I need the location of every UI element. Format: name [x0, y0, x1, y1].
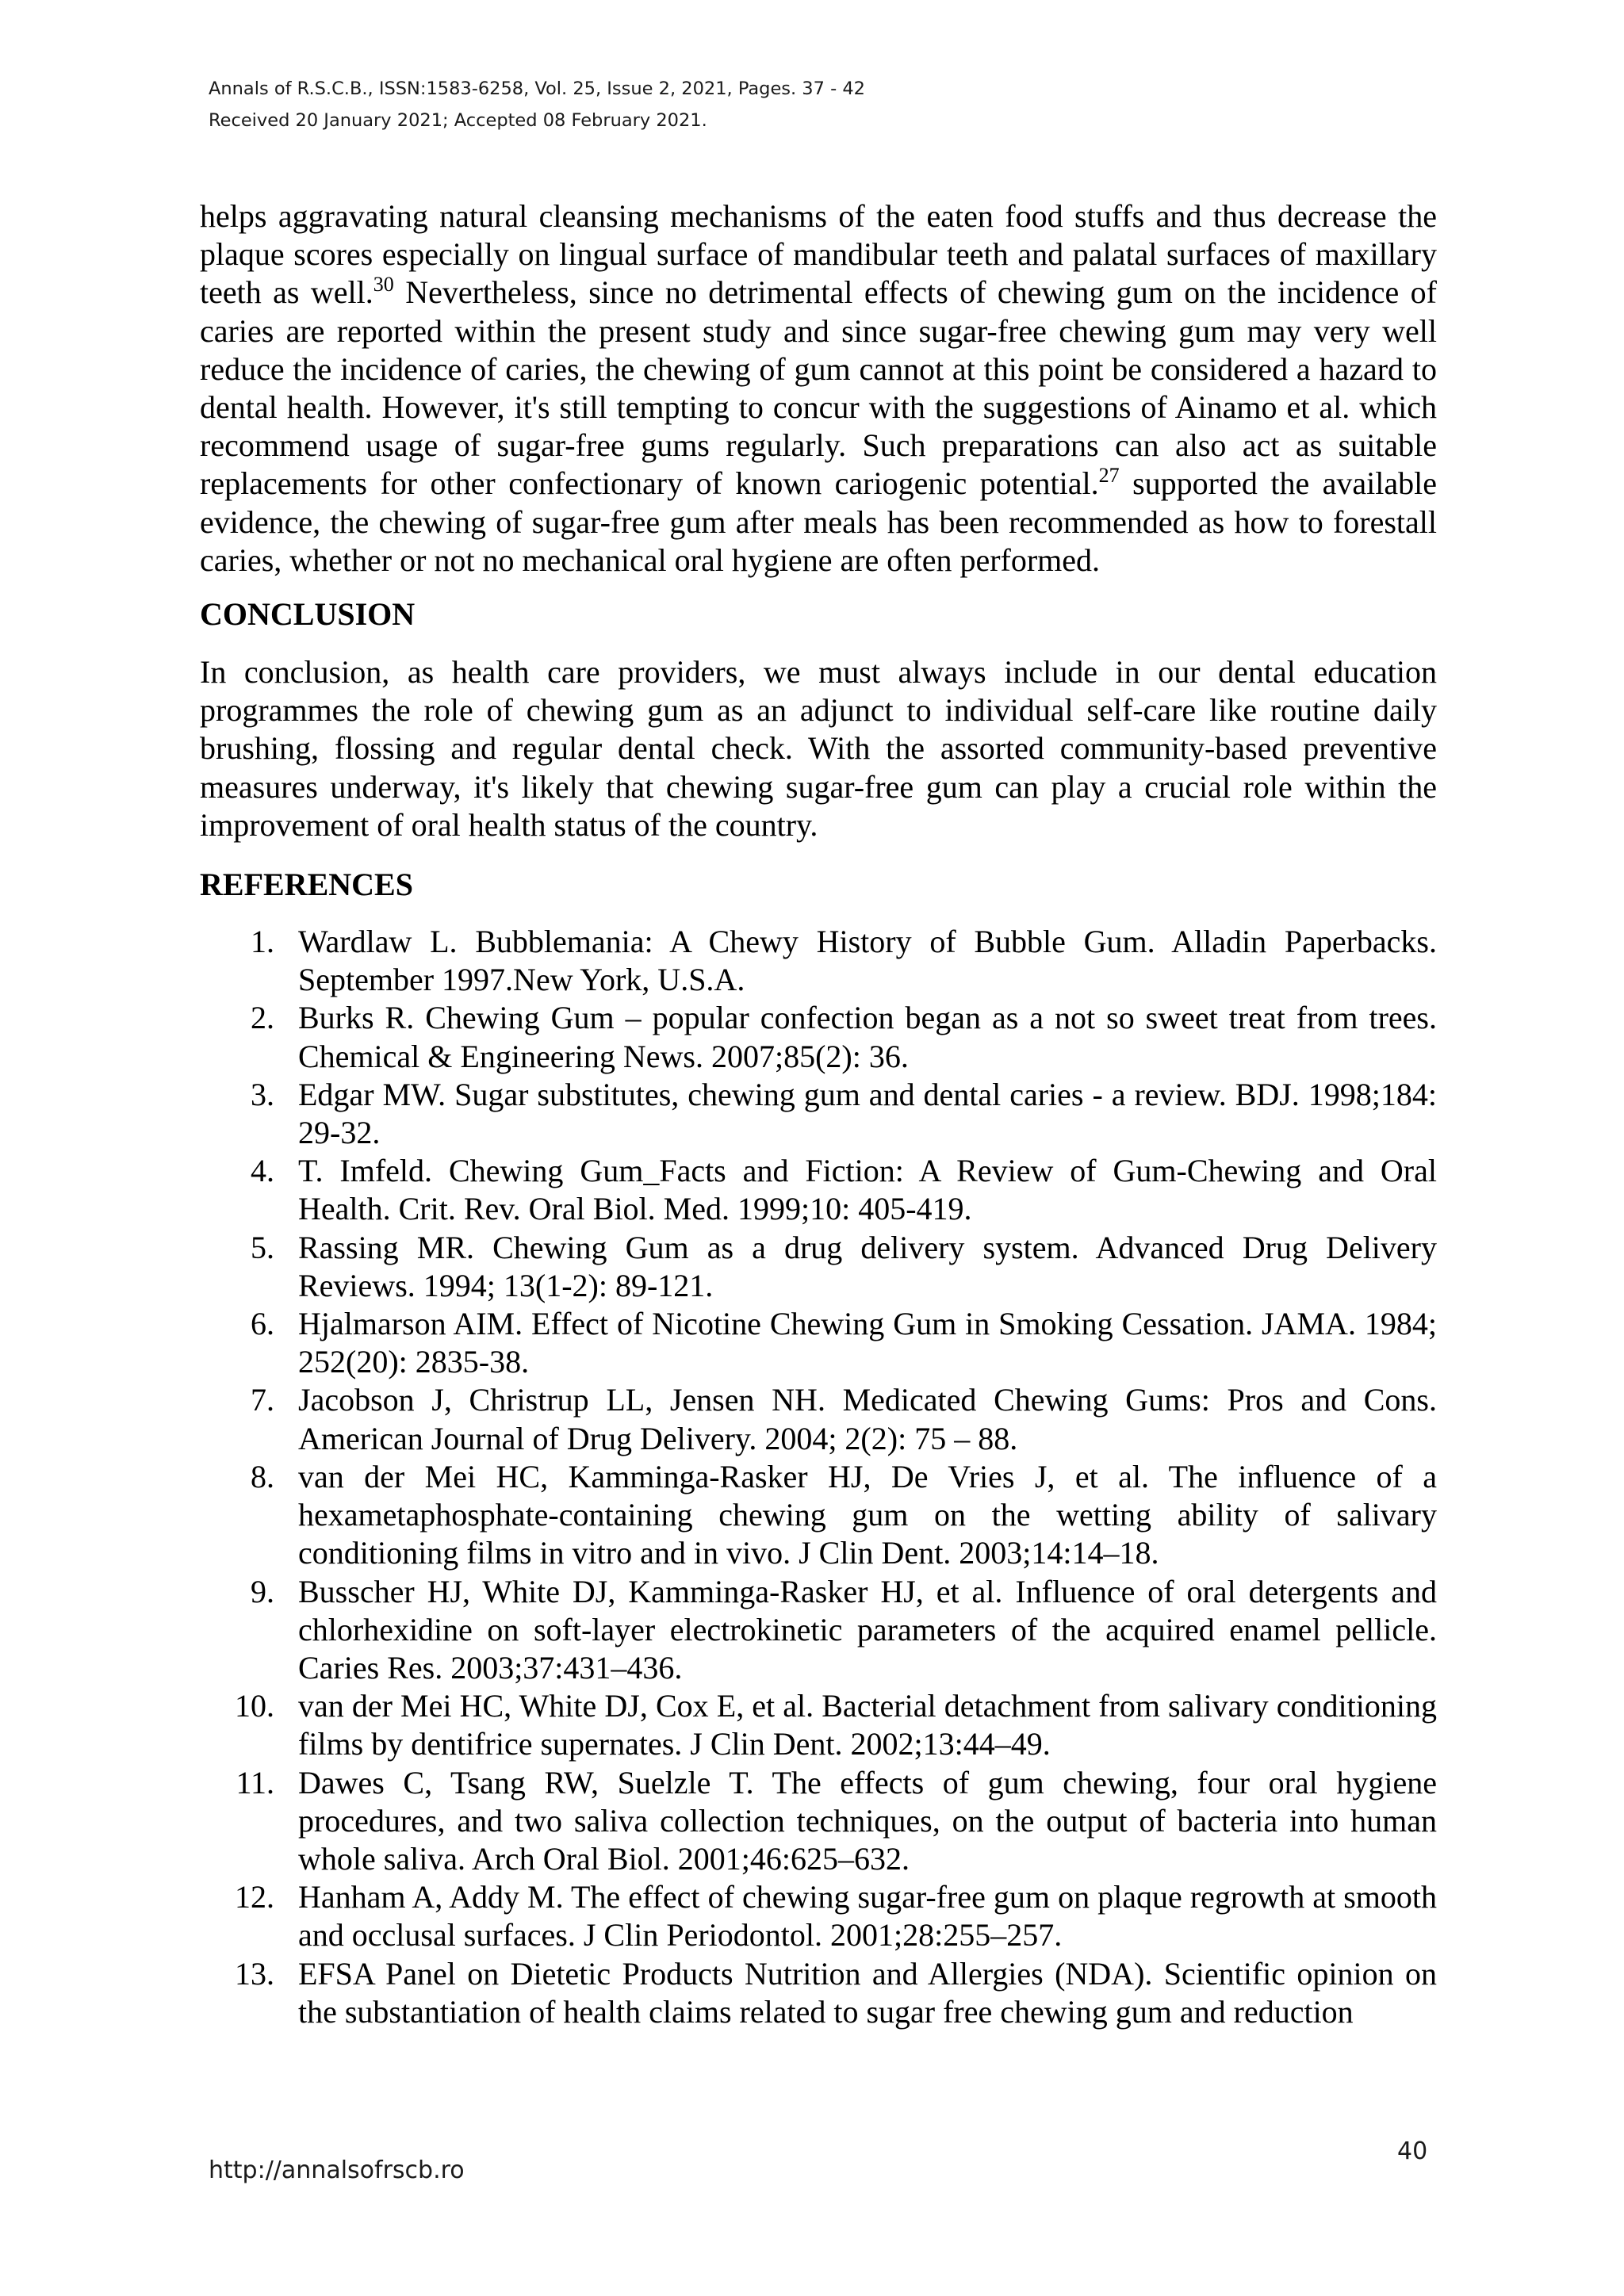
reference-text: Wardlaw L. Bubblemania: A Chewy History of Bubble Gum. Alladin Paperbacks. September 1997.New York, U.S.A.	[298, 924, 1437, 998]
reference-number: 5.	[251, 1229, 274, 1265]
intro-text-part3: supported the available evidence, the chewing of sugar-free gum after meals has been recommended as how to forestall caries, whether or not no mechanical oral hygiene are often performed.	[200, 465, 1438, 578]
page-number: 40	[1397, 2137, 1428, 2165]
reference-item-11	[200, 1764, 1437, 1879]
reference-item-12	[200, 1878, 1437, 1954]
citation-superscript-27: 27	[1098, 464, 1120, 488]
conclusion-paragraph: In conclusion, as health care providers, we must always include in our dental education programmes the role of chewing gum as an adjunct to individual self-care like routine daily brushing, flossing and regular dental check. With the assorted community-based preventive measures underway, it's likely that chewing sugar-free gum can play a crucial role within the improvement of oral health status of the country.	[200, 654, 1437, 843]
reference-item-1	[200, 923, 1437, 999]
intro-paragraph	[200, 197, 1437, 580]
reference-item-10	[200, 1687, 1437, 1763]
reference-text: van der Mei HC, Kamminga-Rasker HJ, De Vries J, et al. The influence of a hexametaphosphate-containing chewing gum on the wetting ability of salivary conditioning films in vitro and in vivo. J Clin Dent. 2003;14:14–18.	[298, 1458, 1437, 1571]
reference-item-4	[200, 1152, 1437, 1228]
article-body	[200, 197, 1437, 2031]
intro-text-part2: Nevertheless, since no detrimental effects of chewing gum on the incidence of caries are reported within the present study and since sugar-free chewing gum may very well reduce the incidence of caries, the chewing of gum cannot at this point be considered a hazard to dental health. However, it's still tempting to concur with the suggestions of Ainamo et al. which recommend usage of sugar-free gums regularly. Such preparations can also act as suitable replacements for other confectionary of known cariogenic potential.	[200, 274, 1438, 502]
reference-text: Hanham A, Addy M. The effect of chewing sugar-free gum on plaque regrowth at smooth and occlusal surfaces. J Clin Periodontol. 2001;28:255–257.	[298, 1879, 1437, 1954]
reference-text: T. Imfeld. Chewing Gum_Facts and Fiction: A Review of Gum-Chewing and Oral Health. Crit. Rev. Oral Biol. Med. 1999;10: 405-419.	[298, 1153, 1437, 1227]
reference-list	[200, 923, 1437, 2031]
reference-item-9	[200, 1573, 1437, 1688]
intro-text-part1: helps aggravating natural cleansing mechanisms of the eaten food stuffs and thus decrease the plaque scores especially on lingual surface of mandibular teeth and palatal surfaces of maxillary teeth as well.	[200, 198, 1437, 311]
conclusion-heading: CONCLUSION	[200, 596, 416, 633]
reference-number: 8.	[251, 1458, 274, 1494]
reference-number: 11.	[236, 1764, 274, 1800]
journal-citation: Annals of R.S.C.B., ISSN:1583-6258, Vol. 25, Issue 2, 2021, Pages. 37 - 42	[209, 78, 865, 99]
reference-number: 2.	[251, 1000, 274, 1036]
references-heading: REFERENCES	[200, 867, 413, 903]
reference-item-13	[200, 1955, 1437, 2031]
footer-website-link[interactable]: http://annalsofrscb.ro	[209, 2156, 465, 2184]
reference-item-2	[200, 999, 1437, 1075]
reference-text: Edgar MW. Sugar substitutes, chewing gum and dental caries - a review. BDJ. 1998;184: 29-32.	[298, 1076, 1437, 1151]
reference-item-8	[200, 1458, 1437, 1573]
reference-text: Hjalmarson AIM. Effect of Nicotine Chewing Gum in Smoking Cessation. JAMA. 1984; 252(20): 2835-38.	[298, 1306, 1437, 1380]
reference-number: 12.	[235, 1879, 274, 1915]
received-accepted-dates: Received 20 January 2021; Accepted 08 February 2021.	[209, 110, 707, 131]
reference-number: 6.	[251, 1306, 274, 1342]
reference-text: Jacobson J, Christrup LL, Jensen NH. Medicated Chewing Gums: Pros and Cons. American Journal of Drug Delivery. 2004; 2(2): 75 – 88.	[298, 1382, 1437, 1456]
reference-number: 7.	[251, 1382, 274, 1418]
reference-number: 1.	[251, 924, 274, 960]
reference-item-5	[200, 1229, 1437, 1305]
reference-text: Dawes C, Tsang RW, Suelzle T. The effects of gum chewing, four oral hygiene procedures, and two saliva collection techniques, on the output of bacteria into human whole saliva. Arch Oral Biol. 2001;46:625–632.	[298, 1764, 1437, 1877]
reference-text: Busscher HJ, White DJ, Kamminga-Rasker HJ, et al. Influence of oral detergents and chlorhexidine on soft-layer electrokinetic parameters of the acquired enamel pellicle. Caries Res. 2003;37:431–436.	[298, 1573, 1437, 1686]
reference-item-7	[200, 1381, 1437, 1457]
citation-superscript-30: 30	[373, 273, 394, 297]
reference-text: Burks R. Chewing Gum – popular confection began as a not so sweet treat from trees. Chemical & Engineering News. 2007;85(2): 36.	[298, 1000, 1437, 1074]
reference-number: 10.	[235, 1688, 274, 1724]
reference-number: 4.	[251, 1153, 274, 1189]
reference-text: EFSA Panel on Dietetic Products Nutrition and Allergies (NDA). Scientific opinion on the substantiation of health claims related to sugar free chewing gum and reduction	[298, 1955, 1437, 2030]
reference-number: 3.	[251, 1076, 274, 1112]
reference-text: Rassing MR. Chewing Gum as a drug delivery system. Advanced Drug Delivery Reviews. 1994; 13(1-2): 89-121.	[298, 1229, 1437, 1303]
reference-number: 9.	[251, 1573, 274, 1609]
reference-text: van der Mei HC, White DJ, Cox E, et al. Bacterial detachment from salivary conditioning films by dentifrice supernates. J Clin Dent. 2002;13:44–49.	[298, 1688, 1437, 1762]
journal-header	[209, 73, 865, 136]
reference-number: 13.	[235, 1955, 274, 1992]
reference-item-6	[200, 1305, 1437, 1381]
reference-item-3	[200, 1076, 1437, 1152]
